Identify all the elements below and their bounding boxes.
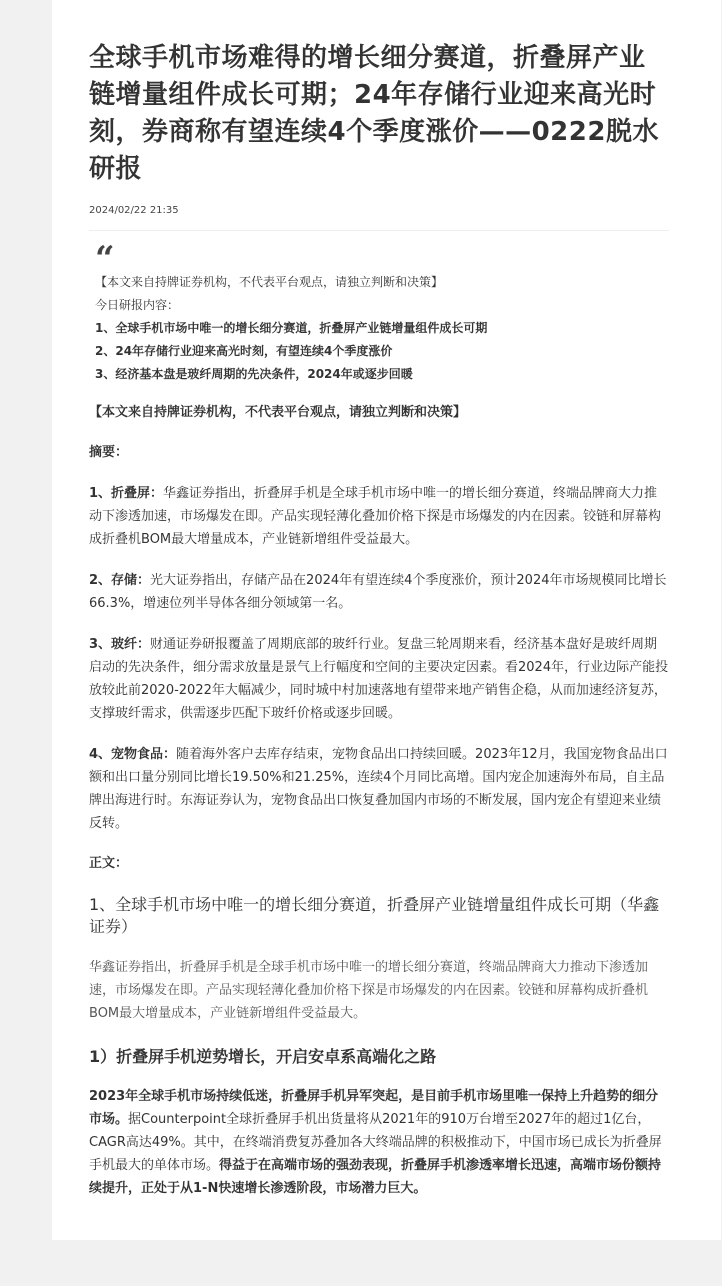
body-paragraph bbox=[89, 1085, 669, 1200]
publish-date: 2024/02/22 21:35 bbox=[89, 205, 179, 216]
section-heading: 1、全球手机市场中唯一的增长细分赛道，折叠屏产业链增量组件成长可期（华鑫证券） bbox=[89, 895, 660, 936]
article-title: 全球手机市场难得的增长细分赛道，折叠屏产业链增量组件成长可期；24年存储行业迎来高光时刻，券商称有望连续4个季度涨价——0222脱水研报 bbox=[89, 43, 659, 184]
quote-line: 2、24年存储行业迎来高光时刻，有望连续4个季度涨价 bbox=[95, 344, 393, 358]
article-page bbox=[52, 0, 721, 1240]
bold-text: 得益于在高端市场的强劲表现，折叠屏手机渗透率增长迅速，高端市场份额持续提升，正处于从1-N快速增长渗透阶段，市场潜力巨大。 bbox=[89, 1158, 662, 1196]
summary-item bbox=[89, 743, 669, 835]
summary-label: 摘要： bbox=[89, 445, 129, 460]
quote-line: 今日研报内容： bbox=[95, 298, 180, 312]
section-paragraph: 华鑫证券指出，折叠屏手机是全球手机市场中唯一的增长细分赛道，终端品牌商大力推动下渗透加速，市场爆发在即。产品实现轻薄化叠加价格下探是市场爆发的内在因素。铰链和屏幕构成折叠机BOM最大增量成本，产业链新增组件受益最大。 bbox=[89, 960, 649, 1021]
summary-item-head: 2、存储： bbox=[89, 573, 151, 588]
summary-item-head: 1、折叠屏： bbox=[89, 486, 164, 501]
body-label: 正文： bbox=[89, 856, 129, 871]
summary-item bbox=[89, 633, 669, 725]
summary-item-text: 随着海外客户去库存结束，宠物食品出口持续回暖。2023年12月，我国宠物食品出口额和出口量分别同比增长19.50%和21.25%，连续4个月同比高增。国内宠企加速海外布局，自主品牌出海进行时。东海证券认为，宠物食品出口恢复叠加国内市场的不断发展，国内宠企有望迎来业绩反转。 bbox=[89, 747, 668, 831]
summary-item bbox=[89, 482, 669, 551]
article-content bbox=[89, 0, 669, 1200]
disclaimer: 【本文来自持牌证券机构，不代表平台观点，请独立判断和决策】 bbox=[89, 405, 467, 420]
normal-text: 据Counterpoint全球折叠屏手机出货量将从2021年的910万台增至2027年的超过1亿台，CAGR高达49%。其中，在终端消费复苏叠加各大终端品牌的积极推动下，中国市场已成长为折叠屏手机最大的单体市场。 bbox=[89, 1112, 662, 1173]
bold-text: 2023年全球手机市场持续低迷，折叠屏手机异军突起，是目前手机市场里唯一保持上升趋势的细分市场。 bbox=[89, 1089, 659, 1127]
quote-block bbox=[89, 239, 669, 386]
summary-item-head: 3、玻纤： bbox=[89, 637, 151, 652]
summary-item bbox=[89, 569, 669, 615]
summary-item-text: 财通证券研报覆盖了周期底部的玻纤行业。复盘三轮周期来看，经济基本盘好是玻纤周期启动的先决条件，细分需求放量是景气上行幅度和空间的主要决定因素。看2024年，行业边际产能投放较此前2020-2022年大幅减少，同时城中村加速落地有望带来地产销售企稳，从而加速经济复苏，支撑玻纤需求，供需逐步匹配下玻纤价格或逐步回暖。 bbox=[89, 637, 669, 721]
quote-line: 1、全球手机市场中唯一的增长细分赛道，折叠屏产业链增量组件成长可期 bbox=[95, 321, 488, 335]
quote-line: 【本文来自持牌证券机构，不代表平台观点，请独立判断和决策】 bbox=[95, 275, 444, 289]
quote-icon: “ bbox=[95, 239, 115, 279]
summary-item-text: 华鑫证券指出，折叠屏手机是全球手机市场中唯一的增长细分赛道，终端品牌商大力推动下渗透加速，市场爆发在即。产品实现轻薄化叠加价格下探是市场爆发的内在因素。铰链和屏幕构成折叠机BOM最大增量成本，产业链新增组件受益最大。 bbox=[89, 486, 662, 547]
summary-item-text: 光大证券指出，存储产品在2024年有望连续4个季度涨价，预计2024年市场规模同比增长66.3%，增速位列半导体各细分领域第一名。 bbox=[89, 573, 667, 611]
quote-lines bbox=[95, 271, 669, 386]
quote-line: 3、经济基本盘是玻纤周期的先决条件，2024年或逐步回暖 bbox=[95, 367, 413, 381]
summary-item-head: 4、宠物食品： bbox=[89, 747, 177, 762]
divider bbox=[89, 230, 669, 231]
subsection-heading: 1）折叠屏手机逆势增长，开启安卓系高端化之路 bbox=[89, 1047, 437, 1066]
